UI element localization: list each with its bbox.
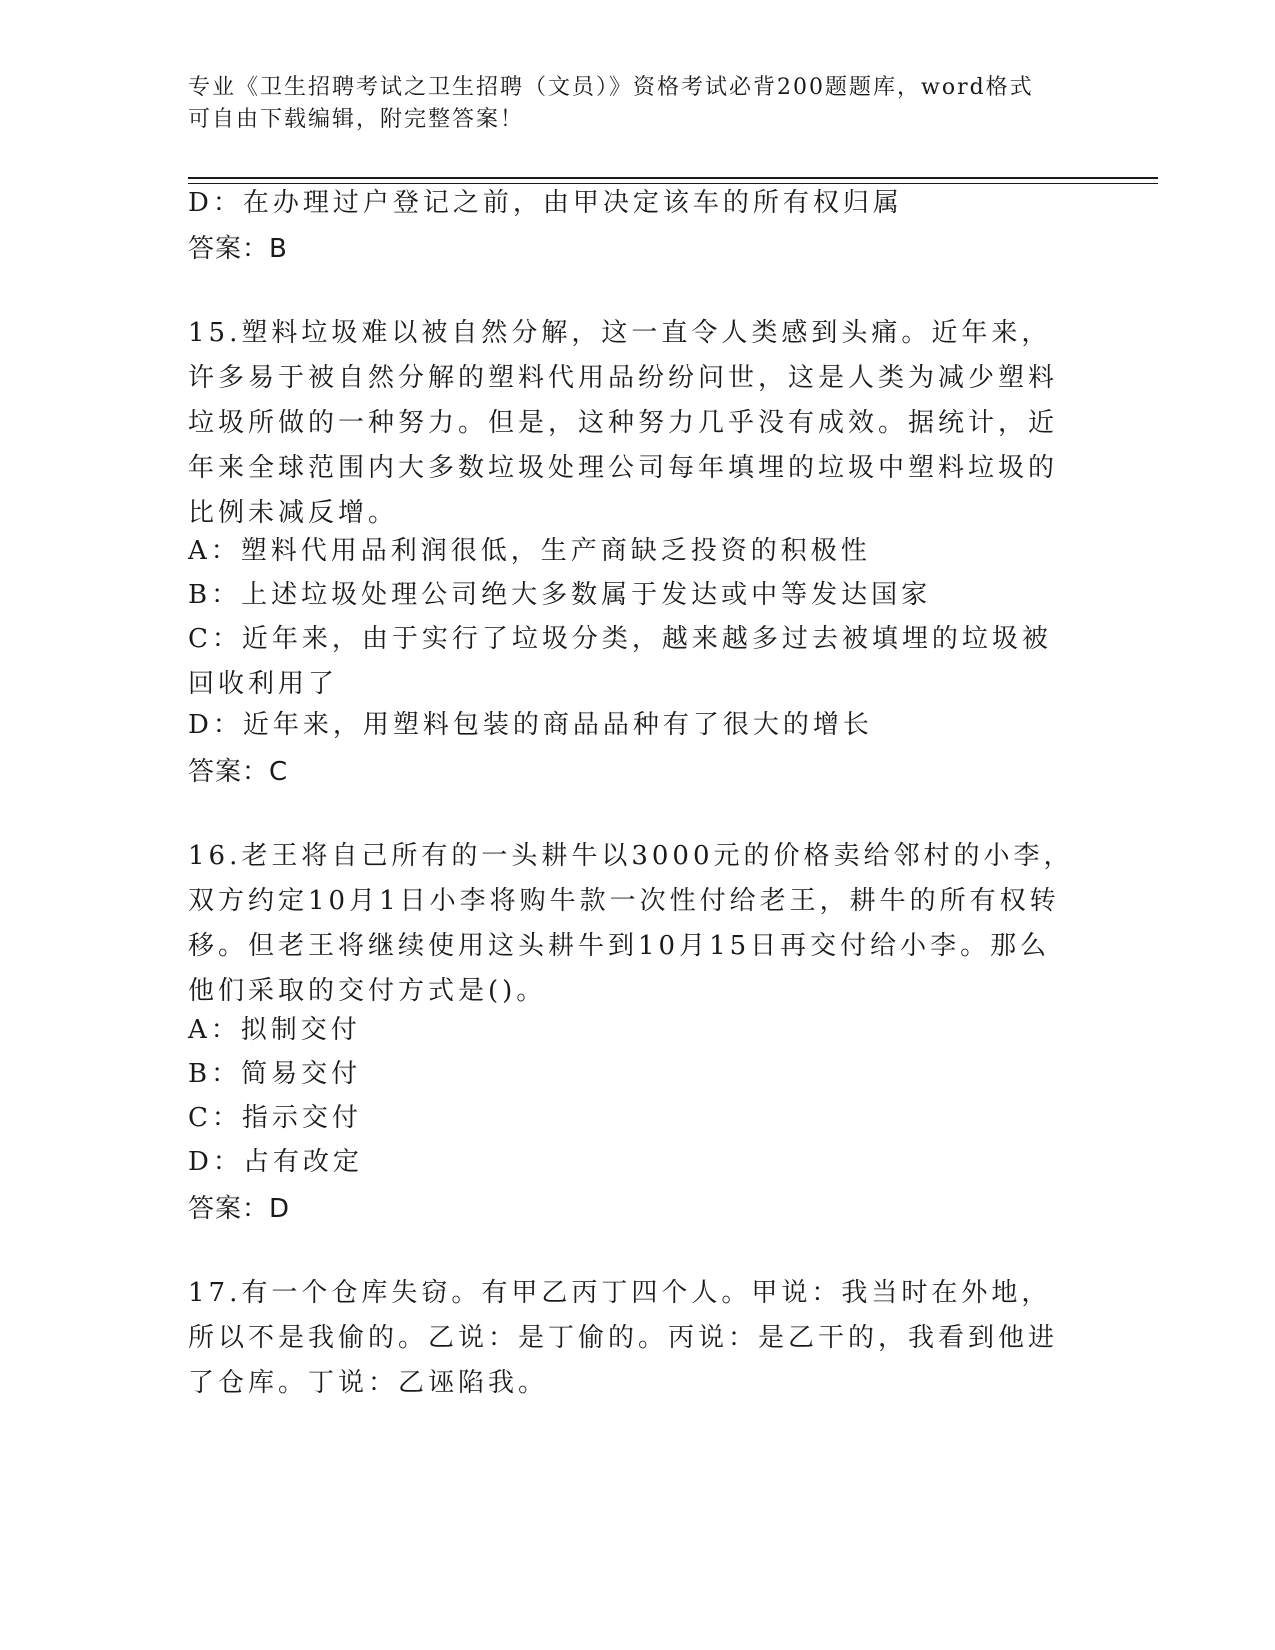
q16-option-c: C：指示交付 [188,1103,362,1133]
q16-option-a: A：拟制交付 [188,1015,361,1045]
q14-option-d: D：在办理过户登记之前，由甲决定该车的所有权归属 [188,188,903,218]
header-rule-thick [188,177,1158,179]
q14-answer: 答案：B [188,234,288,264]
q15-option-d: D：近年来，用塑料包装的商品品种有了很大的增长 [188,710,873,740]
q15-stem: 15.塑料垃圾难以被自然分解，这一直令人类感到头痛。近年来，许多易于被自然分解的塑料代用品纷纷问世，这是人类为减少塑料垃圾所做的一种努力。但是，这种努力几乎没有成效。据统计，近年来全球范围内大多数垃圾处理公司每年填埋的垃圾中塑料垃圾的比例未减反增。 [188,318,1059,528]
q16-option-b: B：简易交付 [188,1059,362,1089]
q16-answer: 答案：D [188,1194,291,1224]
q16-stem: 16.老王将自己所有的一头耕牛以3000元的价格卖给邻村的小李，双方约定10月1日小李将购牛款一次性付给老王，耕牛的所有权转移。但老王将继续使用这头耕牛到10月15日再交付给小李。那么他们采取的交付方式是()。 [188,841,1074,1006]
q16-option-d: D：占有改定 [188,1147,363,1177]
q15-answer: 答案：C [188,757,289,787]
header-line-2: 可自由下载编辑，附完整答案！ [188,107,525,132]
document-header [188,72,1068,136]
header-line-1: 专业《卫生招聘考试之卫生招聘（文员）》资格考试必背200题题库，word格式 [188,75,1034,100]
q17-stem: 17.有一个仓库失窃。有甲乙丙丁四个人。甲说：我当时在外地，所以不是我偷的。乙说：是丁偷的。丙说：是乙干的，我看到他进了仓库。丁说：乙诬陷我。 [188,1278,1059,1398]
q15-option-c: C：近年来，由于实行了垃圾分类，越来越多过去被填埋的垃圾被回收利用了 [188,624,1052,699]
q15-option-a: A：塑料代用品利润很低，生产商缺乏投资的积极性 [188,536,871,566]
q15-option-b: B：上述垃圾处理公司绝大多数属于发达或中等发达国家 [188,580,932,610]
